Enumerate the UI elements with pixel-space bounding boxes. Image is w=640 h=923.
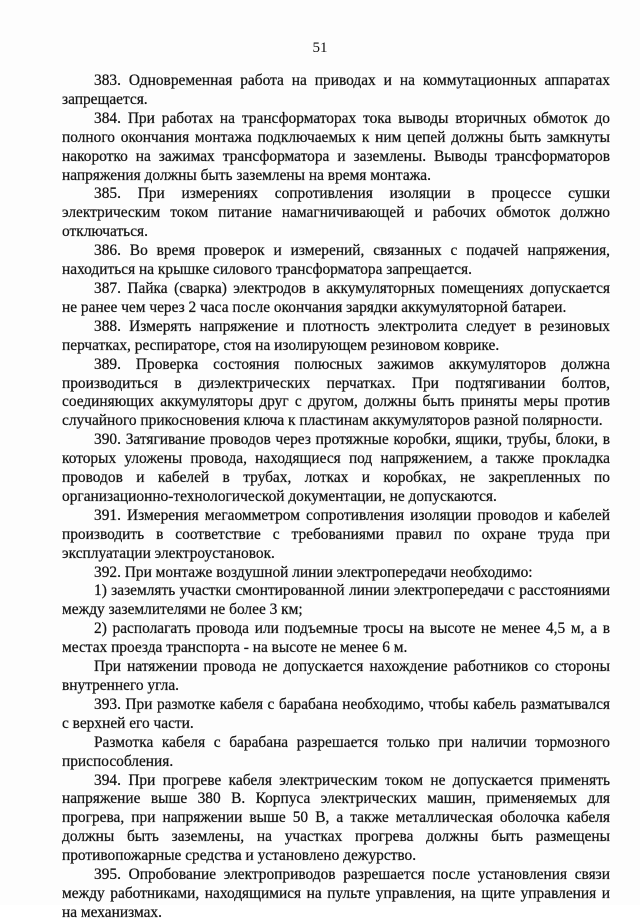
paragraph-391: 391. Измерения мегаомметром сопротивления изоляции проводов и кабелей производить в соответствие с требованиями правил по охране труда при эксплуатации электроустановок. bbox=[62, 506, 610, 562]
paragraph-394: 394. При прогреве кабеля электрическим током не допускается применять напряжение выше 380 В. Корпуса электрических машин, применяемых для прогрева, при напряжении выше 50 В, а также металлическая оболочка кабеля должны быть заземлены, на участках прогрева должны быть размещены противопожарные средства и установлено дежурство. bbox=[62, 771, 610, 865]
paragraph-389: 389. Проверка состояния полюсных зажимов аккумуляторов должна производиться в диэлектрических перчатках. При подтягивании болтов, соединяющих аккумуляторы друг с другом, должны быть приняты меры против случайного прикосновения ключа к пластинам аккумуляторов разной полярности. bbox=[62, 355, 610, 430]
list-item-392-1: 1) заземлять участки смонтированной линии электропередачи с расстояниями между заземлителями не более 3 км; bbox=[62, 582, 610, 619]
list-item-392-2: 2) располагать провода или подъемные тросы на высоте не менее 4,5 м, а в местах проезда транспорта - на высоте не менее 6 м. bbox=[62, 620, 610, 657]
paragraph-388: 388. Измерять напряжение и плотность электролита следует в резиновых перчатках, респираторе, стоя на изолирующем резиновом коврике. bbox=[62, 317, 610, 354]
paragraph-393-note: Размотка кабеля с барабана разрешается только при наличии тормозного приспособления. bbox=[62, 733, 610, 770]
page-number: 51 bbox=[312, 40, 328, 56]
paragraph-384: 384. При работах на трансформаторах тока выводы вторичных обмоток до полного окончания монтажа подключаемых к ним цепей должны быть замкнуты накоротко на зажимах трансформатора и заземлены. Выводы трансформаторов напряжения должны быть заземлены на время монтажа. bbox=[62, 109, 610, 184]
paragraph-395: 395. Опробование электроприводов разрешается после установления связи между работниками, находящимися на пульте управления, на щите управления и на механизмах. bbox=[62, 866, 610, 921]
paragraph-383: 383. Одновременная работа на приводах и на коммутационных аппаратах запрещается. bbox=[62, 72, 610, 108]
paragraph-390: 390. Затягивание проводов через протяжные коробки, ящики, трубы, блоки, в которых уложены провода, находящиеся под напряжением, а также прокладка проводов и кабелей в трубах, лотках и коробках, не закрепленных по организационно-технологической документации, не допускаются. bbox=[62, 431, 610, 505]
paragraph-387: 387. Пайка (сварка) электродов в аккумуляторных помещениях допускается не ранее чем через 2 часа после окончания зарядки аккумуляторной батареи. bbox=[62, 279, 610, 316]
paragraph-393: 393. При размотке кабеля с барабана необходимо, чтобы кабель разматывался с верхней его части. bbox=[62, 695, 610, 732]
paragraph-392-note: При натяжении провода не допускается нахождение работников со стороны внутреннего угла. bbox=[62, 658, 610, 694]
paragraph-392: 392. При монтаже воздушной линии электропередачи необходимо: bbox=[94, 563, 533, 581]
paragraph-386: 386. Во время проверок и измерений, связанных с подачей напряжения, находиться на крышке силового трансформатора запрещается. bbox=[62, 242, 610, 279]
paragraph-385: 385. При измерениях сопротивления изоляции в процессе сушки электрическим током питание намагничивающей и рабочих обмоток должно отключаться. bbox=[62, 185, 610, 241]
document-body bbox=[62, 72, 610, 923]
